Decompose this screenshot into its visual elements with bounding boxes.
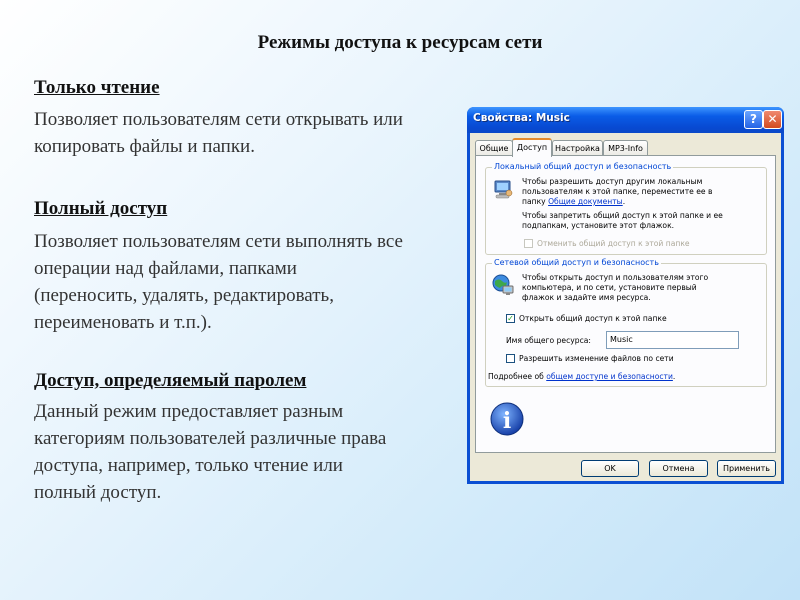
sharing-security-link[interactable]: общем доступе и безопасности xyxy=(546,372,673,381)
local-sharing-group xyxy=(485,162,767,255)
help-button[interactable]: ? xyxy=(744,110,763,129)
more-info-text xyxy=(488,372,675,382)
dialog-client-area xyxy=(470,133,781,481)
paragraph-line: категориям пользователей различные права xyxy=(34,428,387,449)
tab-general[interactable]: Общие xyxy=(475,140,513,155)
text-line: Чтобы запретить общий доступ к этой папке и ее xyxy=(522,211,723,220)
ok-button[interactable]: OK xyxy=(581,460,639,477)
slide-title: Режимы доступа к ресурсам сети xyxy=(257,32,543,53)
network-sharing-group xyxy=(485,258,767,387)
paragraph-line: Позволяет пользователям сети открывать или xyxy=(34,109,403,130)
paragraph-line: операции над файлами, папками xyxy=(34,258,297,279)
text-line: пользователям к этой папке, переместите ее в xyxy=(522,187,713,196)
allow-change-checkbox[interactable] xyxy=(506,354,515,363)
dialog-title: Свойства: Music xyxy=(473,112,570,124)
share-folder-checkbox-label: Открыть общий доступ к этой папке xyxy=(519,314,667,323)
tab-mp3-info[interactable]: MP3-Info xyxy=(603,140,648,155)
network-sharing-text xyxy=(522,273,762,303)
text-line: подпапкам, установите этот флажок. xyxy=(522,221,675,230)
cancel-button[interactable]: Отмена xyxy=(649,460,708,477)
text-line: Чтобы разрешить доступ другим локальным xyxy=(522,177,703,186)
more-info-suffix: . xyxy=(672,372,676,381)
more-info-prefix: Подробнее об xyxy=(488,372,547,381)
info-glyph: i xyxy=(502,408,512,434)
paragraph-password-access xyxy=(34,398,474,506)
shared-documents-link[interactable]: Общие документы xyxy=(548,197,623,206)
paragraph-read-only xyxy=(34,106,474,160)
paragraph-line: копировать файлы и папки. xyxy=(34,136,255,157)
text-line: компьютера, и по сети, установите первый xyxy=(522,283,697,292)
text-line: Чтобы открыть доступ и пользователям этого xyxy=(522,273,709,282)
allow-change-checkbox-label: Разрешить изменение файлов по сети xyxy=(519,354,674,363)
local-sharing-text xyxy=(522,177,762,207)
network-sharing-group-label: Сетевой общий доступ и безопасность xyxy=(494,258,659,267)
heading-full-access: Полный доступ xyxy=(34,198,168,219)
text-line: флажок и задайте имя ресурса. xyxy=(522,293,651,302)
network-globe-icon xyxy=(491,273,515,297)
tab-sharing[interactable]: Доступ xyxy=(512,138,552,157)
make-private-checkbox-label: Отменить общий доступ к этой папке xyxy=(537,239,690,248)
tab-customize[interactable]: Настройка xyxy=(552,140,603,155)
apply-button[interactable]: Применить xyxy=(717,460,776,477)
dialog-titlebar[interactable] xyxy=(467,107,784,133)
close-button[interactable]: ✕ xyxy=(763,110,782,129)
heading-password-access: Доступ, определяемый паролем xyxy=(34,370,307,391)
paragraph-line: (переносить, удалять, редактировать, xyxy=(34,285,334,306)
local-unshare-text xyxy=(522,211,766,231)
paragraph-line: полный доступ. xyxy=(34,482,162,503)
share-name-label: Имя общего ресурса: xyxy=(506,336,591,345)
local-sharing-group-label: Локальный общий доступ и безопасность xyxy=(494,162,672,171)
share-folder-checkbox[interactable]: ✓ xyxy=(507,314,514,323)
text-prefix: папку xyxy=(522,197,549,206)
text-suffix: . xyxy=(622,197,626,206)
sharing-panel xyxy=(475,155,776,453)
properties-dialog xyxy=(467,107,784,484)
text-line xyxy=(522,197,762,207)
paragraph-line: Данный режим предоставляет разным xyxy=(34,401,344,422)
share-name-input[interactable]: Music xyxy=(606,331,739,349)
local-user-computer-icon xyxy=(492,178,514,200)
info-icon xyxy=(489,401,525,437)
paragraph-line: переименовать и т.п.). xyxy=(34,312,212,333)
paragraph-line: доступа, например, только чтение или xyxy=(34,455,343,476)
heading-read-only: Только чтение xyxy=(34,77,160,98)
make-private-checkbox[interactable] xyxy=(524,239,533,248)
paragraph-full-access xyxy=(34,228,474,336)
paragraph-line: Позволяет пользователям сети выполнять все xyxy=(34,231,403,252)
